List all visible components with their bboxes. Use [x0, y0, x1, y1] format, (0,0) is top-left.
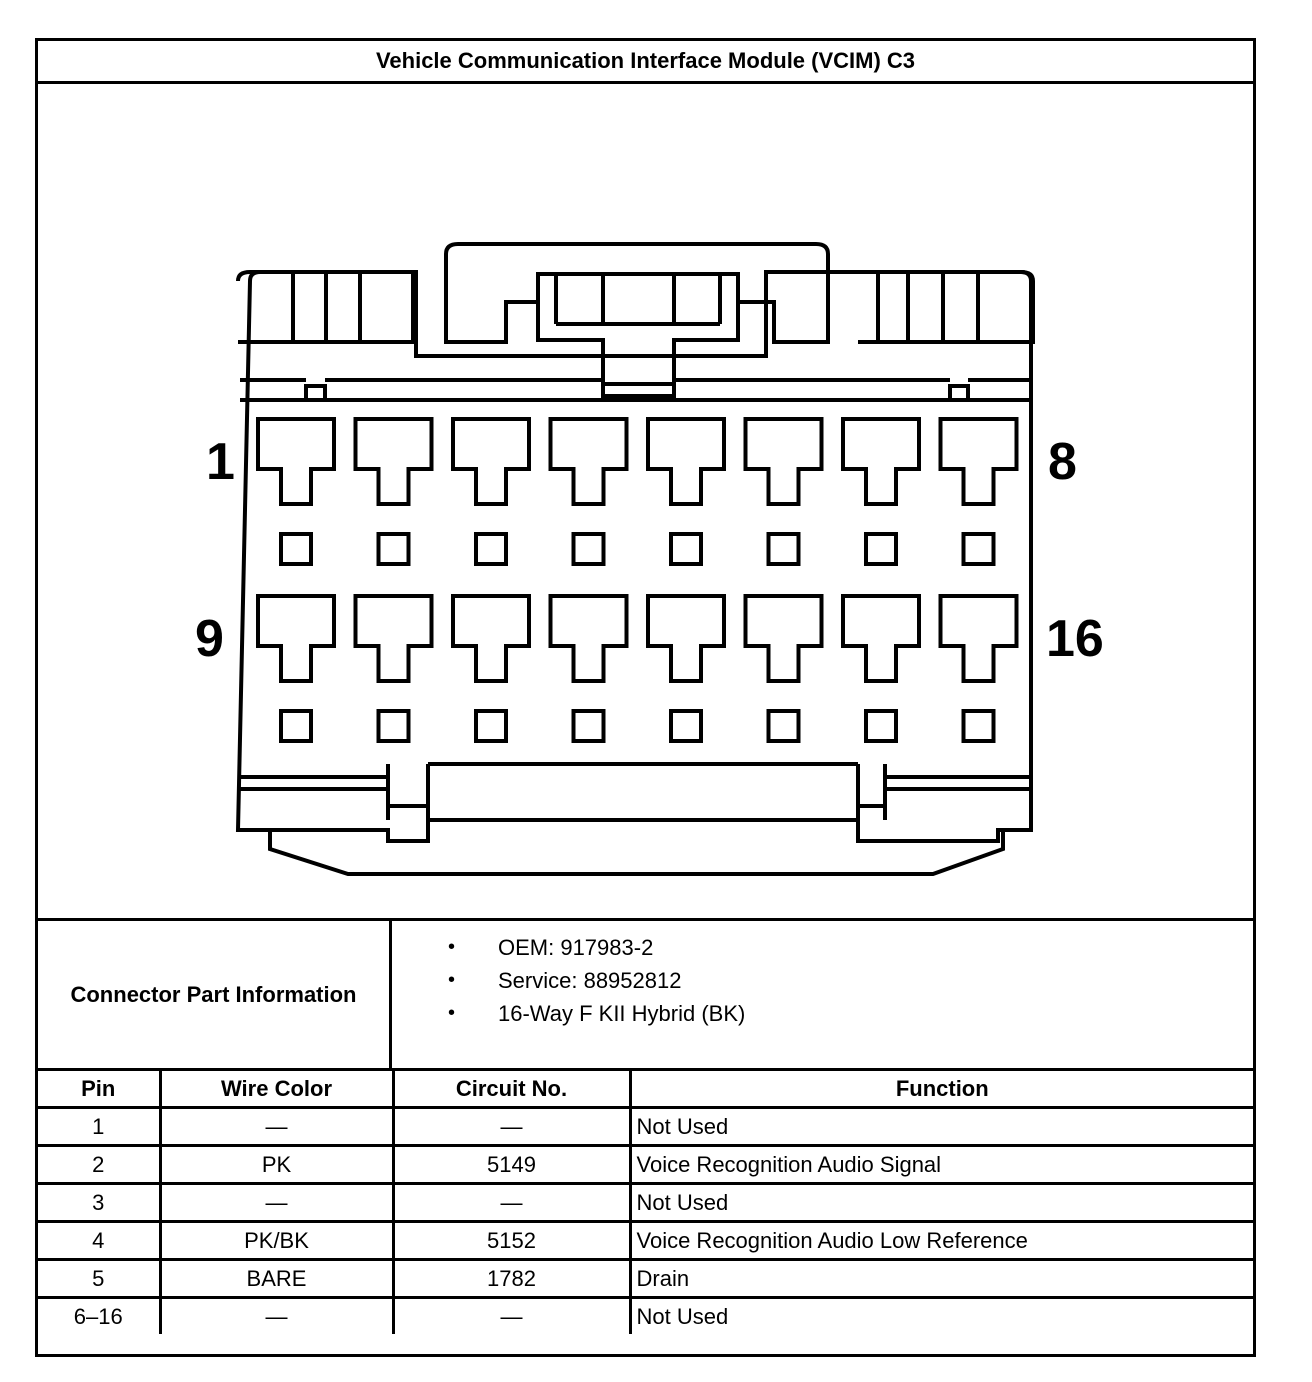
table-row	[38, 1260, 1253, 1298]
pin-cell: 2	[38, 1146, 160, 1184]
circuit-cell: —	[393, 1184, 630, 1222]
pin-cell: 3	[38, 1184, 160, 1222]
circuit-cell: 1782	[393, 1260, 630, 1298]
pin-cell: 1	[38, 1108, 160, 1146]
cavity-lock-2	[379, 534, 409, 564]
cavity-7	[843, 419, 919, 504]
function-cell: Not Used	[630, 1298, 1253, 1335]
cavity-lock-11	[476, 711, 506, 741]
cavity-5	[648, 419, 724, 504]
column-header-pin: Pin	[38, 1070, 160, 1108]
table-row	[38, 1146, 1253, 1184]
function-cell: Not Used	[630, 1108, 1253, 1146]
bullet-icon: •	[448, 936, 456, 958]
circuit-cell: —	[393, 1298, 630, 1335]
cavity-6	[746, 419, 822, 504]
cavity-12	[551, 596, 627, 681]
service-part-number: Service: 88952812	[498, 968, 682, 993]
wire-color-cell: PK	[160, 1146, 393, 1184]
circuit-cell: 5152	[393, 1222, 630, 1260]
cavity-15	[843, 596, 919, 681]
cavity-4	[551, 419, 627, 504]
table-row	[38, 1184, 1253, 1222]
list-item	[448, 964, 745, 997]
connector-diagram	[38, 84, 1253, 918]
cavity-9	[258, 596, 334, 681]
connector-face-drawing	[38, 84, 1253, 918]
cavity-1	[258, 419, 334, 504]
cavity-lock-7	[866, 534, 896, 564]
pin-label-8: 8	[1048, 433, 1077, 491]
function-cell: Not Used	[630, 1184, 1253, 1222]
cavity-lock-14	[769, 711, 799, 741]
cavity-lock-15	[866, 711, 896, 741]
wire-color-cell: —	[160, 1184, 393, 1222]
pin-table	[38, 1068, 1253, 1334]
table-header-row	[38, 1070, 1253, 1108]
wire-color-cell: —	[160, 1108, 393, 1146]
page-title: Vehicle Communication Interface Module (VCIM) C3	[38, 41, 1253, 84]
connector-part-information-label: Connector Part Information	[38, 921, 392, 1068]
cavity-2	[356, 419, 432, 504]
cavity-14	[746, 596, 822, 681]
cavity-lock-9	[281, 711, 311, 741]
connector-sheet	[35, 38, 1256, 1357]
cavity-lock-16	[964, 711, 994, 741]
column-header-function: Function	[630, 1070, 1253, 1108]
list-item	[448, 997, 745, 1030]
function-cell: Voice Recognition Audio Signal	[630, 1146, 1253, 1184]
column-header-wire-color: Wire Color	[160, 1070, 393, 1108]
bullet-icon: •	[448, 969, 456, 991]
circuit-cell: 5149	[393, 1146, 630, 1184]
connector-part-information	[38, 918, 1253, 1068]
cavity-lock-4	[574, 534, 604, 564]
wire-color-cell: BARE	[160, 1260, 393, 1298]
cavity-lock-10	[379, 711, 409, 741]
function-cell: Drain	[630, 1260, 1253, 1298]
pin-label-9: 9	[195, 610, 224, 668]
wire-color-cell: —	[160, 1298, 393, 1335]
cavity-10	[356, 596, 432, 681]
cavity-lock-13	[671, 711, 701, 741]
cavity-11	[453, 596, 529, 681]
pin-cell: 4	[38, 1222, 160, 1260]
table-row	[38, 1108, 1253, 1146]
oem-part-number: OEM: 917983-2	[498, 935, 654, 960]
pin-cell: 5	[38, 1260, 160, 1298]
cavity-lock-3	[476, 534, 506, 564]
list-item	[448, 931, 745, 964]
pin-label-1: 1	[206, 433, 235, 491]
circuit-cell: —	[393, 1108, 630, 1146]
wire-color-cell: PK/BK	[160, 1222, 393, 1260]
table-row	[38, 1222, 1253, 1260]
cavity-8	[941, 419, 1017, 504]
function-cell: Voice Recognition Audio Low Reference	[630, 1222, 1253, 1260]
cavity-lock-6	[769, 534, 799, 564]
pin-cell: 6–16	[38, 1298, 160, 1335]
cavity-3	[453, 419, 529, 504]
cavity-lock-5	[671, 534, 701, 564]
cavity-13	[648, 596, 724, 681]
bullet-icon: •	[448, 1002, 456, 1024]
cavity-lock-12	[574, 711, 604, 741]
table-row	[38, 1298, 1253, 1335]
pin-label-16: 16	[1046, 610, 1104, 668]
connector-part-list	[448, 931, 745, 1030]
connector-description: 16-Way F KII Hybrid (BK)	[498, 1001, 746, 1026]
cavity-lock-8	[964, 534, 994, 564]
cavity-16	[941, 596, 1017, 681]
cavity-lock-1	[281, 534, 311, 564]
column-header-circuit: Circuit No.	[393, 1070, 630, 1108]
